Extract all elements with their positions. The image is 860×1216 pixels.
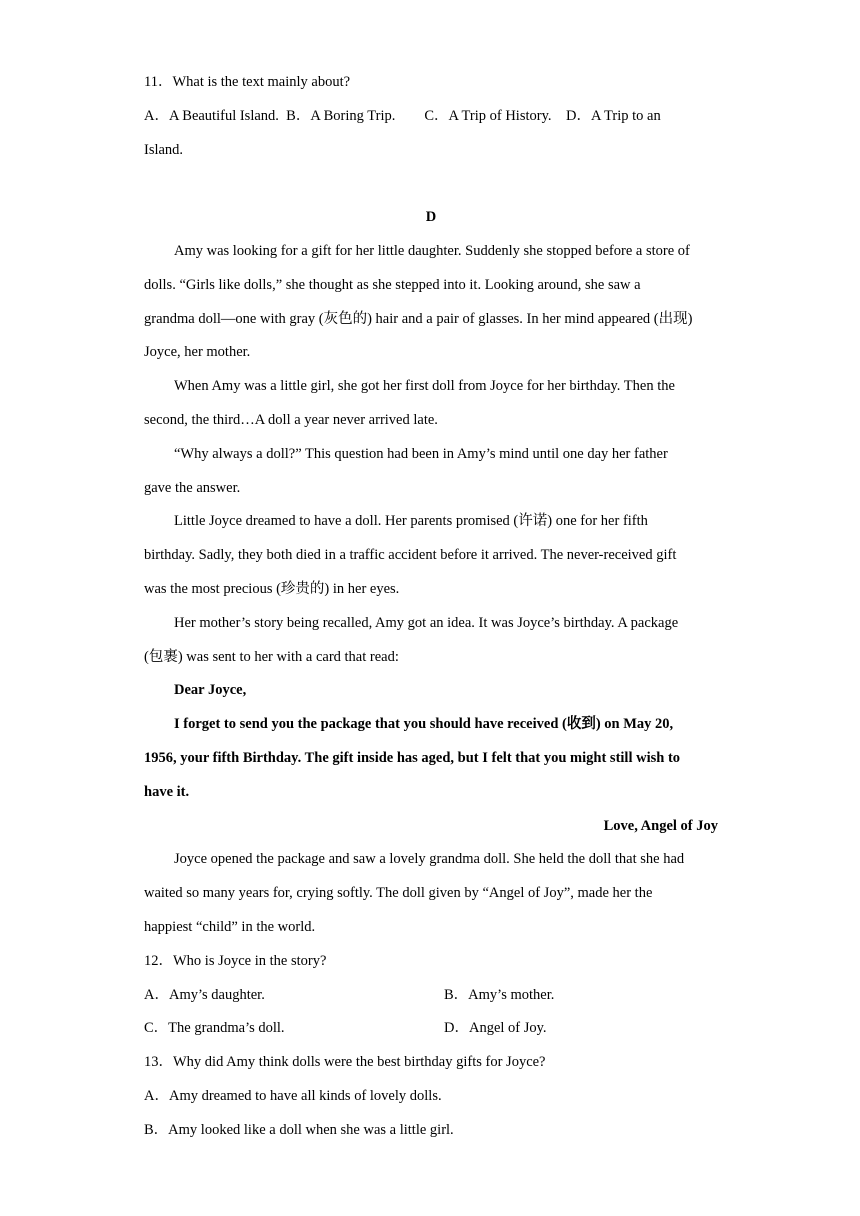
passage-line: (包裹) was sent to her with a card that read: <box>144 648 399 665</box>
passage-line: waited so many years for, crying softly. The doll given by “Angel of Joy”, made her the <box>144 885 653 902</box>
card-body-line: I forget to send you the package that you should have received (收到) on May 20, <box>174 716 674 733</box>
passage-line: birthday. Sadly, they both died in a traffic accident before it arrived. The never-received gift <box>144 547 677 564</box>
card-greeting: Dear Joyce, <box>174 682 247 699</box>
passage-line: Joyce opened the package and saw a lovely grandma doll. She held the doll that she had <box>174 851 685 868</box>
option-d: D．Angel of Joy. <box>444 1020 547 1037</box>
option-a: A．Amy’s daughter. <box>144 986 265 1003</box>
card-signature: Love, Angel of Joy <box>603 817 718 834</box>
passage-line: Amy was looking for a gift for her little daughter. Suddenly she stopped before a store of <box>174 242 690 259</box>
option-b: B．Amy’s mother. <box>444 986 555 1003</box>
card-body-line: 1956, your fifth Birthday. The gift inside has aged, but I felt that you might still wish to <box>144 749 681 766</box>
passage-line: dolls. “Girls like dolls,” she thought as she stepped into it. Looking around, she saw a <box>144 276 641 293</box>
passage-line: When Amy was a little girl, she got her first doll from Joyce for her birthday. Then the <box>174 378 675 395</box>
passage-line: grandma doll—one with gray (灰色的) hair and a pair of glasses. In her mind appeared (出现) <box>144 310 693 327</box>
spacer <box>144 167 718 201</box>
question-12-options-row <box>144 979 718 1013</box>
question-11-options-continued: Island. <box>144 141 184 158</box>
option-b: B．Amy looked like a doll when she was a little girl. <box>144 1121 454 1138</box>
passage-line: Her mother’s story being recalled, Amy got an idea. It was Joyce’s birthday. A package <box>174 614 679 631</box>
document-page <box>144 66 718 1148</box>
passage-line: Little Joyce dreamed to have a doll. Her parents promised (许诺) one for her fifth <box>174 513 648 530</box>
question-12: 12．Who is Joyce in the story? <box>144 952 327 969</box>
passage-line: gave the answer. <box>144 479 241 496</box>
option-a: A．Amy dreamed to have all kinds of lovely dolls. <box>144 1087 442 1104</box>
question-11-options: A．A Beautiful Island. B．A Boring Trip. C．A Trip of History. D．A Trip to an <box>144 107 661 124</box>
question-13: 13．Why did Amy think dolls were the best birthday gifts for Joyce? <box>144 1054 546 1071</box>
passage-line: “Why always a doll?” This question had been in Amy’s mind until one day her father <box>174 445 668 462</box>
section-heading: D <box>425 209 437 226</box>
passage-line: second, the third…A doll a year never arrived late. <box>144 411 438 428</box>
card-body-line: have it. <box>144 783 190 800</box>
option-c: C．The grandma’s doll. <box>144 1020 285 1037</box>
question-12-options-row <box>144 1012 718 1046</box>
passage-line: Joyce, her mother. <box>144 344 251 361</box>
passage-line: happiest “child” in the world. <box>144 918 316 935</box>
question-11: 11．What is the text mainly about? <box>144 74 351 90</box>
passage-line: was the most precious (珍贵的) in her eyes. <box>144 580 400 597</box>
